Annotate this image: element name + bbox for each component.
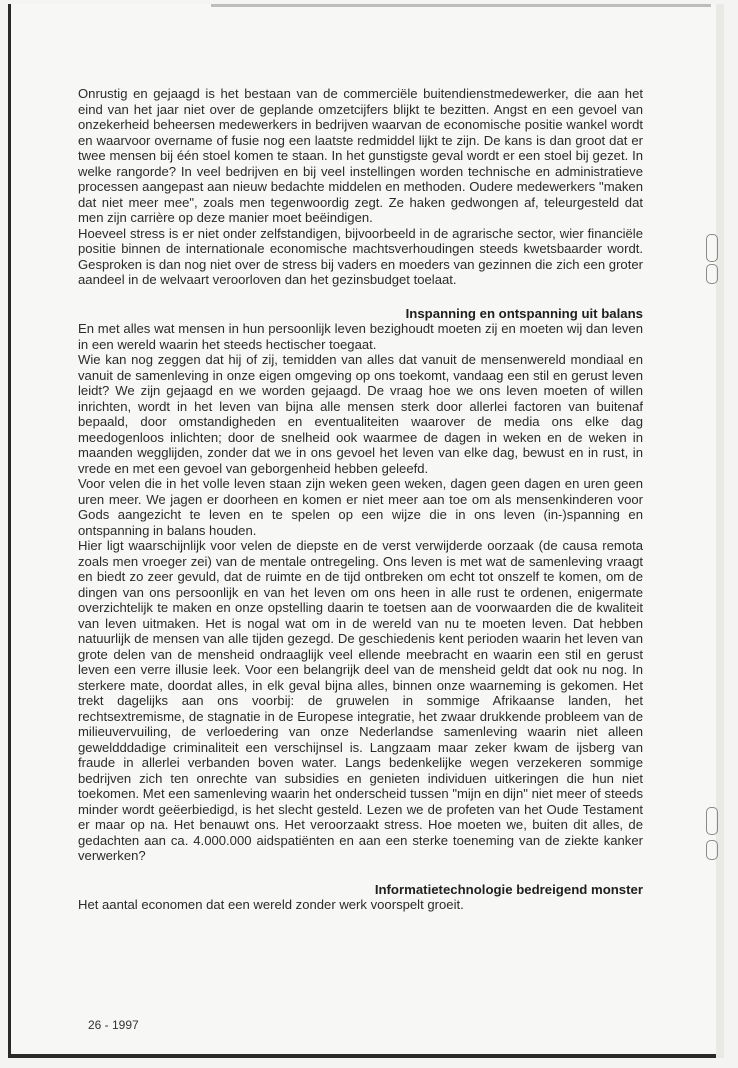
section-heading: Inspanning en ontspanning uit balans [405,305,643,321]
paragraph: Hier ligt waarschijnlijk voor velen de diepste en de verst verwijderde oorzaak (de causa remota zoals men vroeger zei) van de mentale ontregeling. Ons leven is met wat de samenleving vraagt en biedt zo zeer gevuld, dat de ruimte en de tijd ontbreken om echt tot onszelf te komen, om de dingen van ons persoonlijk en van het leven om ons heen in alle rust te ordenen, enigermate overzichtelijk te maken en onze opstelling daarin te toetsen aan de voorwaarden die de kwaliteit van leven uitmaken. Het is nogal wat om in de wereld van nu te moeten leven. Dat hebben natuurlijk de mensen van alle tijden gezegd. De geschiedenis kent perioden waarin het leven van grote delen van de mensheid ondraaglijk veel ellende meebracht en waarin een stil en gerust leven een verre illusie leek. Voor een belangrijk deel van de mensheid geldt dat ook nu nog. In sterkere mate, doordat alles, in elk geval bijna alles, binnen onze waarneming is gekomen. Het trekt dagelijks aan ons voorbij: de gruwelen in sommige Afrikaanse landen, het rechtsextremisme, de stagnatie in de Europese integratie, het zwaar drukkende probleem van de milieuvervuiling, de verloedering van onze Nederlandse samenleving waarin niet alleen geweldddadige criminaliteit een verschijnsel is. Langzaam maar zeker kwam de ijsberg van fraude in allerlei verbanden boven water. Langs bedenkelijke wegen verzekeren sommige bedrijven zich ten onrechte van subsidies en genieten individuen uitkeringen die hun niet toekomen. Met een samenleving waarin het onderscheid tussen "mijn en dijn" niet meer of steeds minder wordt geëerbiedigd, is het slecht gesteld. Lezen we de profeten van het Oude Testament er maar op na. Het benauwt ons. Het veroorzaakt stress. Hoe moeten we, buiten dit alles, de gedachten aan ca. 4.000.000 aidspatiënten en aan een sterke toeneming van de ziekte kanker verwerken? [78,538,643,863]
staple-mark-icon [706,807,718,835]
paragraph: En met alles wat mensen in hun persoonlijk leven bezighoudt moeten zij en moeten wij dan leven in een wereld waarin het steeds hectischer toegaat. [78,321,643,352]
scan-top-edge [211,4,711,7]
scan-right-edge [716,4,724,1058]
paragraph: Onrustig en gejaagd is het bestaan van de commerciële buitendienstmedewerker, die aan het eind van het jaar niet over de geplande omzetcijfers blijkt te bezitten. Angst en een gevoel van onzekerheid beheersen medewerkers in bedrijven waarvan de economische positie wankel wordt en waarvoor overname of fusie nog een laatste redmiddel lijkt te zijn. De kans is dan groot dat er twee mensen bij één stoel komen te staan. In het gunstigste geval wordt er een stoel bij gezet. In welke rangorde? In veel bedrijven en bij veel instellingen worden technische en administratieve processen aangepast aan nieuw bedachte middelen en methoden. Oudere medewerkers "maken dat niet meer mee", zoals men tegenwoordig zegt. Ze haken gedwongen af, teleurgesteld dat men zijn carrière op deze manier moet beëindigen. [78,86,643,225]
paragraph: Hoeveel stress is er niet onder zelfstandigen, bijvoorbeeld in de agrarische sector, wier financiële positie binnen de internationale economische machtsverhoudingen steeds kwetsbaarder wordt. Gesproken is dan nog niet over de stress bij vaders en moeders van gezinnen die zich een groter aandeel in de welvaart veroorloven dan het gezinsbudget toelaat. [78,225,643,287]
article-body [78,86,643,913]
section-heading: Informatietechnologie bedreigend monster [374,881,643,897]
paragraph: Het aantal economen dat een wereld zonder werk voorspelt groeit. [78,897,464,912]
paragraph: Voor velen die in het volle leven staan zijn weken geen weken, dagen geen dagen en uren geen uren meer. We jagen er doorheen en komen er niet meer aan toe om als mensenkinderen voor Gods aangezicht te leven en te spelen op een wijze die in ons leven (in-)spanning en ontspanning in balans houden. [78,476,643,538]
staple-mark-icon [706,264,718,284]
staple-mark-icon [706,840,718,860]
staple-mark-icon [706,234,718,262]
paragraph: Wie kan nog zeggen dat hij of zij, temidden van alles dat vanuit de mensenwereld mondiaal en vanuit de samenleving in onze eigen omgeving op ons toekomt, vandaag een stil en gerust leven leidt? We zijn gejaagd en we worden gejaagd. De vraag hoe we ons leven moeten of willen inrichten, wordt in het leven van bijna alle mensen sterk door allerlei factoren van buitenaf bepaald, door omstandigheden en eventualiteiten waarover de media ons elke dag meedogenloos inlichten; door de snelheid ook waarmee de dagen in weken en de weken in maanden wegglijden, zonder dat we in ons gevoel het leven van elke dag, bewust en in rust, in vrede en met een gevoel van geborgenheid hebben geleefd. [78,352,643,476]
page-number: 26 - 1997 [88,1018,139,1032]
